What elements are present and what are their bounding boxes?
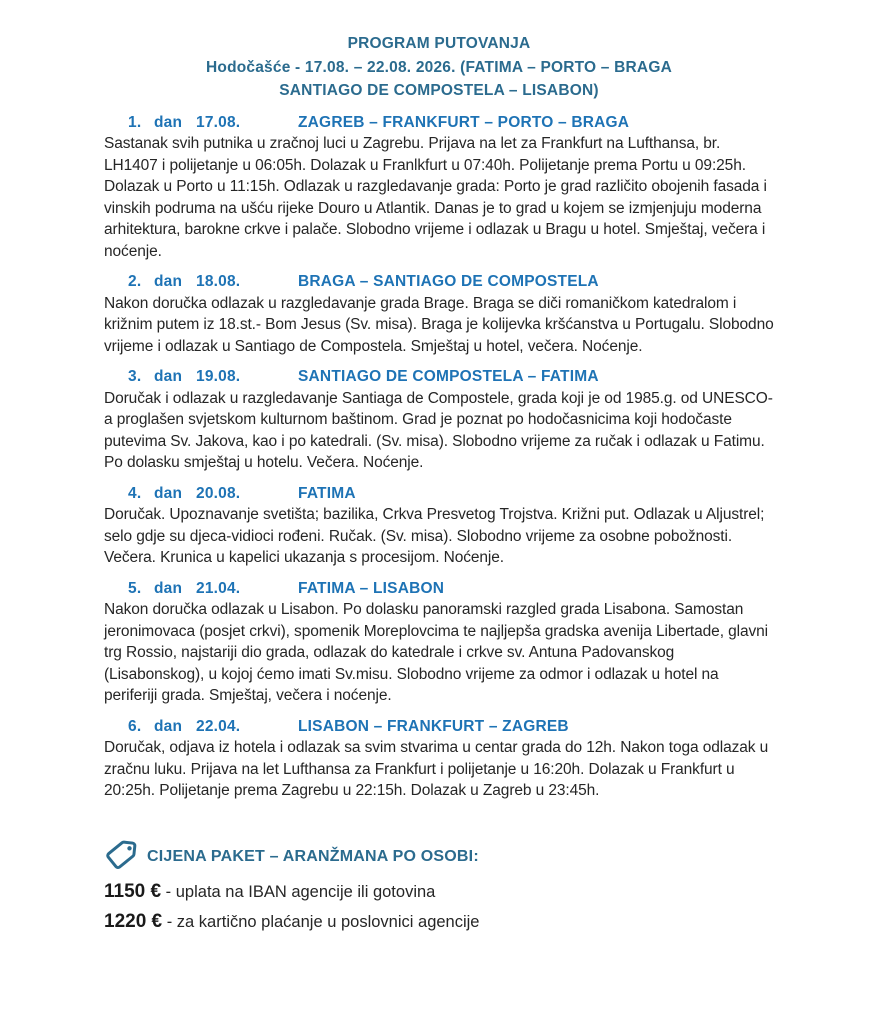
day-4-description: Doručak. Upoznavanje svetišta; bazilika, Crkva Presvetog Trojstva. Križni put. Odlazak u Aljustrel; selo gdje su djeca-vidioci rođeni. Ručak. (Sv. misa). Slobodno vrijeme za osobne pobožnosti. Večera. Krunica u kapelici ukazanja s procesijom. Noćenje. — [104, 506, 765, 566]
day-label: dan — [154, 717, 183, 735]
page-subtitle-destinations: SANTIAGO DE COMPOSTELA – LISABON) — [279, 82, 599, 99]
day-6-description: Doručak, odjava iz hotela i odlazak sa svim stvarima u centar grada do 12h. Nakon toga odlazak u zračnu luku. Prijava na let Lufthansa za Frankfurt i polijetanje u 16:20h. Dolazak u Frankfurt u 20:25h. Polijetanje prema Zagrebu u 22:15h. Dolazak u Zagreb u 23:45h. — [104, 739, 769, 799]
page-subtitle-dates: Hodočašće - 17.08. – 22.08. 2026. (FATIMA – PORTO – BRAGA — [206, 58, 672, 76]
day-number: 6. — [128, 717, 142, 735]
price-tag-icon — [102, 836, 140, 878]
day-label: dan — [154, 113, 183, 131]
day-6-heading — [104, 716, 774, 738]
day-label: dan — [154, 579, 183, 597]
day-3-description: Doručak i odlazak u razgledavanje Santiaga de Compostele, grada koji je od 1985.g. od UNESCO-a proglašen svjetskom kulturnom baštinom. Grad je poznat po hodočasnicima koji hodočaste putevima Sv. Jakova, kao i po katedrali. (Sv. misa). Slobodno vrijeme za ručak i odlazak u Fatimu. Po dolasku smještaj u hotelu. Večera. Noćenje. — [104, 389, 773, 471]
day-number: 2. — [128, 273, 142, 290]
day-1-heading — [104, 112, 774, 134]
price-amount: 1220 € — [104, 911, 163, 932]
day-route: FATIMA – LISABON — [298, 579, 445, 597]
day-2-description: Nakon doručka odlazak u razgledavanje grada Brage. Braga se diči romaničkom katedralom i križnim putem iz 18.st.- Bom Jesus (Sv. misa). Braga je kolijevka kršćanstva u Portugalu. Slobodno vrijeme i odlazak u Santiago de Compostela. Smještaj u hotel, večera. Noćenje. — [104, 294, 774, 355]
day-route: ZAGREB – FRANKFURT – PORTO – BRAGA — [298, 113, 630, 131]
price-description: - uplata na IBAN agencije ili gotovina — [165, 882, 436, 901]
day-3-heading — [104, 366, 774, 388]
day-route: LISABON – FRANKFURT – ZAGREB — [298, 717, 569, 735]
price-line-2 — [104, 907, 774, 938]
price-header-row — [104, 838, 774, 877]
page-title: PROGRAM PUTOVANJA — [347, 35, 531, 52]
day-number: 5. — [128, 579, 142, 597]
day-date: 17.08. — [196, 113, 241, 131]
day-date: 19.08. — [196, 368, 241, 385]
price-amount: 1150 € — [104, 880, 162, 902]
day-4-heading — [104, 483, 774, 505]
day-date: 21.04. — [196, 579, 241, 597]
price-header-text: CIJENA PAKET – ARANŽMANA PO OSOBI: — [147, 848, 479, 865]
document-content — [104, 0, 774, 938]
day-date: 20.08. — [196, 484, 241, 502]
day-route: FATIMA — [298, 484, 356, 502]
price-description: - za kartično plaćanje u poslovnici agencije — [166, 913, 480, 931]
day-5-heading — [104, 578, 774, 600]
day-number: 4. — [128, 484, 142, 502]
day-number: 1. — [128, 113, 142, 131]
day-label: dan — [154, 484, 183, 502]
day-date: 18.08. — [196, 273, 241, 290]
day-1-description: Sastanak svih putnika u zračnoj luci u Zagrebu. Prijava na let za Frankfurt na Lufthansa, br. LH1407 i polijetanje u 06:05h. Dolazak u Franlkfurt u 07:40h. Polijetanje prema Portu u 09:25h. Dolazak u Porto u 11:15h. Odlazak u razgledavanje grada: Porto je grad različito obojenih fasada i vinskih podruma na ušću rijeke Douro u Atlantik. Danas je to grad u kojem se izmjenjuju moderna arhitektura, barokne crkve i palače. Slobodno vrijeme i odlazak u Bragu u hotel. Smještaj, večera i noćenje. — [104, 135, 767, 260]
day-2-heading — [104, 271, 774, 293]
day-route: BRAGA – SANTIAGO DE COMPOSTELA — [298, 273, 599, 290]
price-line-1 — [104, 877, 774, 908]
day-route: SANTIAGO DE COMPOSTELA – FATIMA — [298, 368, 599, 385]
day-date: 22.04. — [196, 717, 241, 735]
day-label: dan — [154, 273, 183, 290]
day-5-description: Nakon doručka odlazak u Lisabon. Po dolasku panoramski razgled grada Lisabona. Samostan jeronimovaca (posjet crkvi), spomenik Moreplovcima te najljepša gradska avenija Libertade, glavni trg Rossio, najstariji dio grada, odlazak do katedrale i crkve sv. Antuna Padovanskog (Lisabonskog), u kojoj ćemo imati Sv.misu. Slobodno vrijeme za odmor i odlazak u hotel na periferiji grada. Smještaj, večera i noćenje. — [104, 601, 769, 704]
day-number: 3. — [128, 368, 142, 385]
document-title-block — [104, 0, 774, 103]
day-label: dan — [154, 368, 183, 385]
